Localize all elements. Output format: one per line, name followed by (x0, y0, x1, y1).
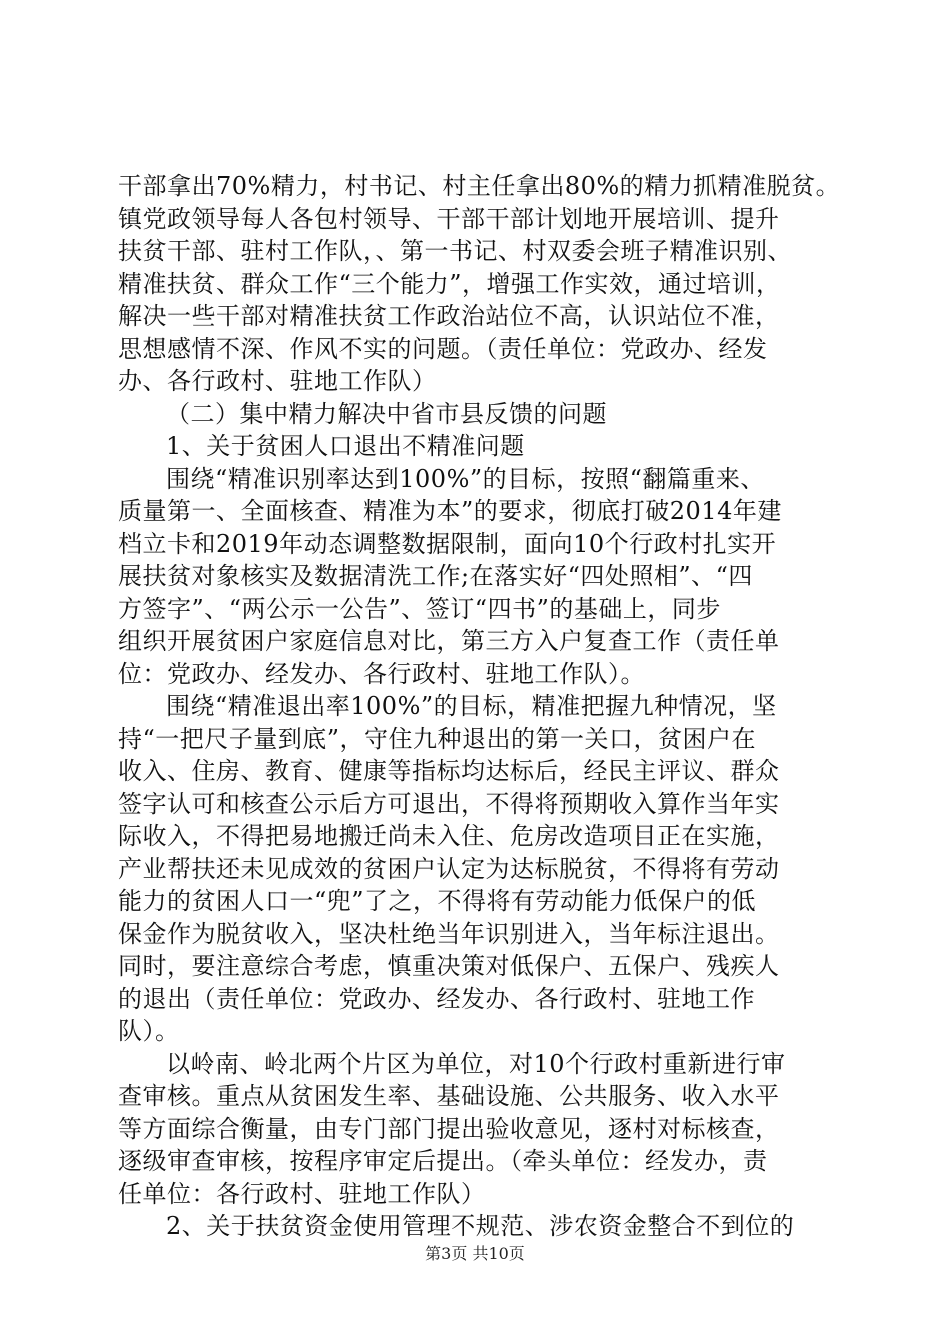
text-line: 解决一些干部对精准扶贫工作政治站位不高，认识站位不准， (118, 302, 780, 330)
text-line: 收入、住房、教育、健康等指标均达标后，经民主评议、群众 (118, 757, 780, 785)
text-line: 能力的贫困人口一“兜”了之，不得将有劳动能力低保户的低 (118, 887, 757, 915)
text-line: 签字认可和核查公示后方可退出，不得将预期收入算作当年实 (118, 789, 780, 818)
text-line: 干部拿出70%精力，村书记、村主任拿出80%的精力抓精准脱贫。 (118, 172, 841, 200)
text-line: 方签字”、“两公示一公告”、签订“四书”的基础上，同步 (118, 594, 721, 623)
text-line: 逐级审查审核，按程序审定后提出。（牵头单位：经发办，责 (118, 1147, 768, 1175)
text-line: 查审核。重点从贫困发生率、基础设施、公共服务、收入水平 (118, 1082, 780, 1110)
text-line: 围绕“精准识别率达到100%”的目标，按照“翻篇重来、 (166, 464, 765, 493)
text-line: 际收入，不得把易地搬迁尚未入住、危房改造项目正在实施， (118, 822, 780, 850)
text-line: 展扶贫对象核实及数据清洗工作;在落实好“四处照相”、“四 (118, 562, 753, 590)
text-line: 镇党政领导每人各包村领导、干部干部计划地开展培训、提升 (118, 204, 780, 233)
text-line: 组织开展贫困户家庭信息对比，第三方入户复查工作（责任单 (118, 627, 780, 655)
text-line: 2、关于扶贫资金使用管理不规范、涉农资金整合不到位的 (166, 1212, 795, 1240)
text-line: 扶贫干部、驻村工作队，、第一书记、村双委会班子精准识别、 (118, 237, 792, 265)
text-line: 思想感情不深、作风不实的问题。（责任单位：党政办、经发 (118, 334, 768, 363)
text-line: （二）集中精力解决中省市县反馈的问题 (166, 399, 607, 428)
text-line: 等方面综合衡量，由专门部门提出验收意见，逐村对标核查， (118, 1114, 780, 1143)
document-body (118, 170, 841, 1243)
text-line: 档立卡和2019年动态调整数据限制，面向10个行政村扎实开 (118, 529, 777, 558)
text-line: 的退出（责任单位：党政办、经发办、各行政村、驻地工作 (118, 984, 755, 1013)
text-line: 位：党政办、经发办、各行政村、驻地工作队）。 (118, 659, 645, 688)
text-line: 持“一把尺子量到底”，守住九种退出的第一关口，贫困户在 (118, 724, 757, 753)
text-line: 质量第一、全面核查、精准为本”的要求，彻底打破2014年建 (118, 497, 782, 525)
text-line: 任单位：各行政村、驻地工作队） (118, 1179, 486, 1208)
text-line: 以岭南、岭北两个片区为单位，对10个行政村重新进行审 (166, 1049, 786, 1078)
text-line: 产业帮扶还未见成效的贫困户认定为达标脱贫，不得将有劳动 (118, 854, 780, 883)
text-line: 精准扶贫、群众工作“三个能力”，增强工作实效，通过培训， (118, 269, 781, 298)
text-line: 办、各行政村、驻地工作队） (118, 367, 437, 395)
text-line: 同时，要注意综合考虑，慎重决策对低保户、五保户、残疾人 (118, 952, 780, 980)
text-line: 保金作为脱贫收入，坚决杜绝当年识别进入，当年标注退出。 (118, 919, 780, 948)
page-footer: 第3页 共10页 (425, 1244, 525, 1263)
text-line: 1、关于贫困人口退出不精准问题 (166, 432, 525, 460)
text-line: 队）。 (118, 1017, 180, 1045)
text-line: 围绕“精准退出率100%”的目标，精准把握九种情况，坚 (166, 692, 777, 720)
